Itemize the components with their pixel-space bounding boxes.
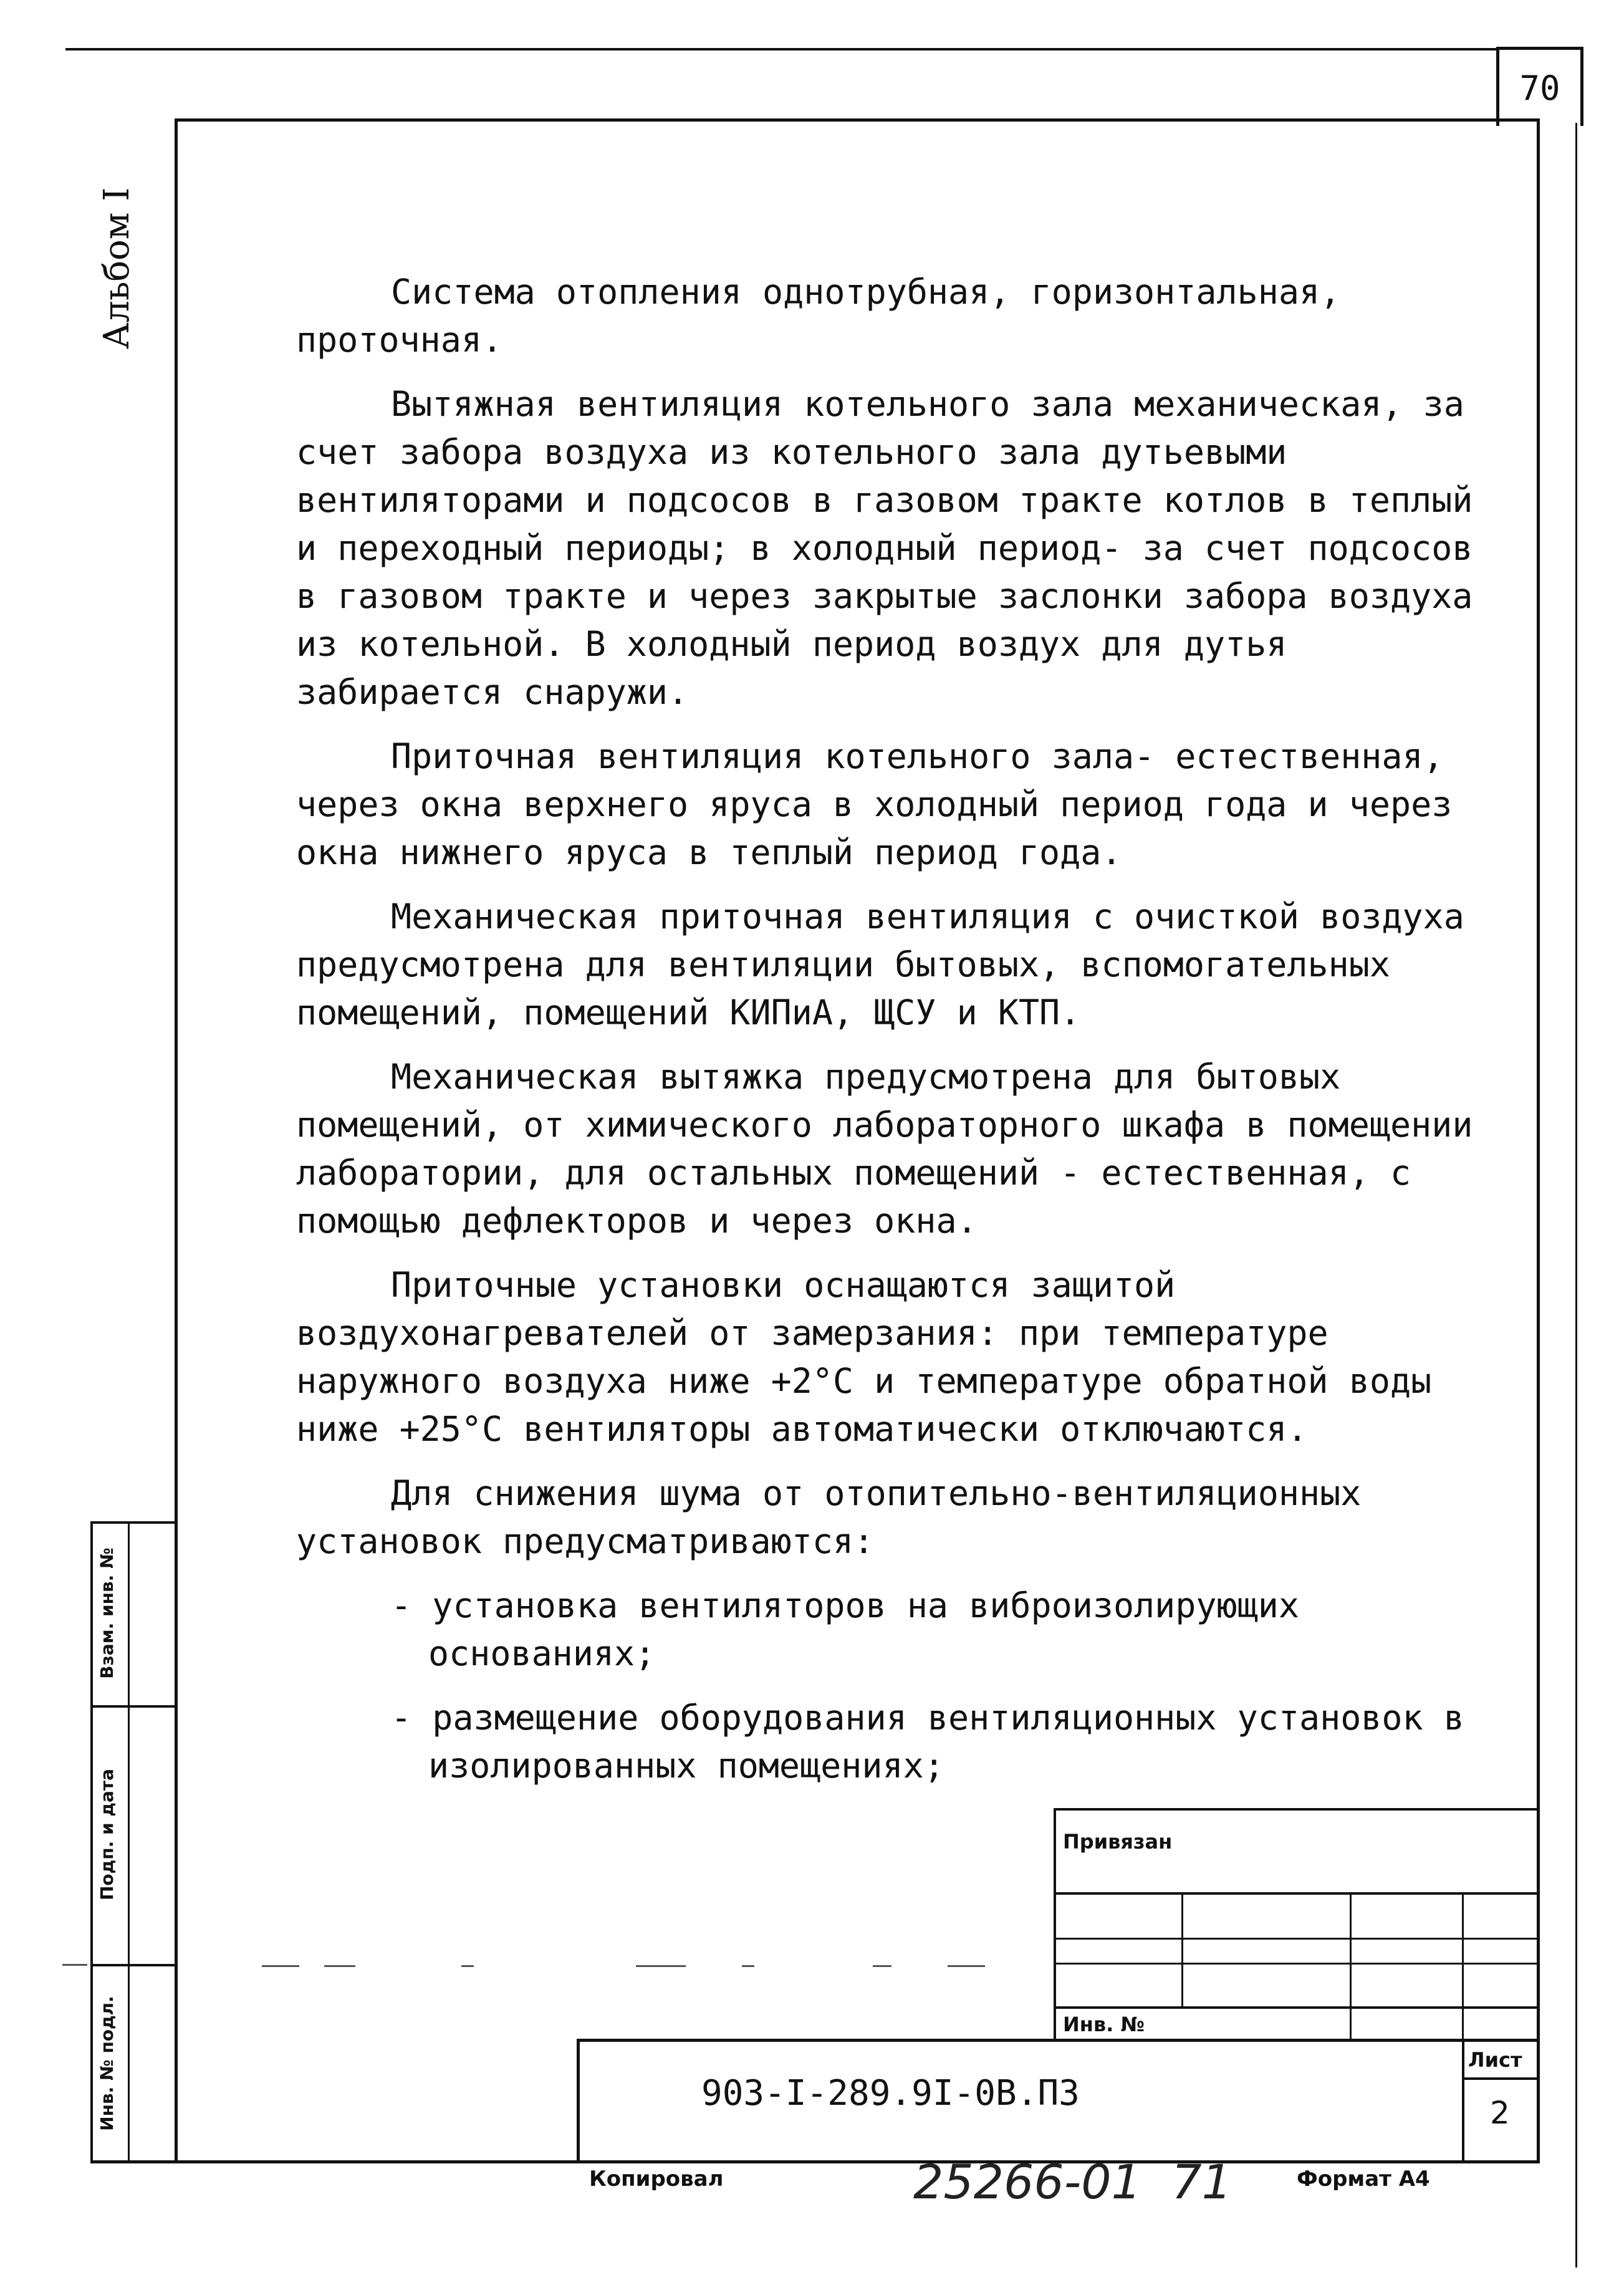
album-label: Альбом I <box>97 187 137 349</box>
stamp-grid-line <box>1054 2006 1539 2009</box>
bullet-item: - установка вентиляторов на виброизолирующих основаниях; <box>391 1585 1299 1673</box>
inv-podl-label: Инв. № подл. <box>97 1996 117 2131</box>
paragraph: Для снижения шума от отопительно-вентиляционных установок предусматриваются: <box>296 1473 1362 1561</box>
podp-data-label: Подп. и дата <box>97 1769 117 1901</box>
stamp-grid-line <box>1054 1808 1056 2039</box>
frame-top <box>175 118 1540 122</box>
paragraph: Вытяжная вентиляция котельного зала механическая, за счет забора воздуха из котельного зала дутьевыми вентиляторами и подсосов в газовом тракте котлов в теплый и переходный периоды; в холодный период- за счет подсосов в газовом тракте и через закрытые заслонки забора воздуха из котельной. В холодный период воздух для дутья забирается снаружи. <box>296 384 1473 712</box>
sheet-number: 2 <box>1490 2095 1510 2131</box>
paragraph: Приточная вентиляция котельного зала- естественная, через окна верхнего яруса в холодный период года и через окна нижнего яруса в теплый период года. <box>296 736 1453 872</box>
top-rule <box>65 48 1496 51</box>
kopiroval-label: Копировал <box>589 2167 724 2191</box>
handwritten-number: 25266-01 71 <box>913 2154 1232 2210</box>
document-code: 903-I-289.9I-0В.ПЗ <box>701 2073 1080 2114</box>
bullet-item: - размещение оборудования вентиляционных установок в изолированных помещениях; <box>391 1698 1464 1786</box>
outer-right-edge <box>1575 123 1577 2268</box>
side-stamp-divider <box>90 1964 178 1966</box>
side-stamp-left <box>90 1521 93 2163</box>
stamp-grid-line <box>1054 1808 1539 1811</box>
frame-left <box>175 118 178 2163</box>
fold-mark <box>62 1964 87 1966</box>
frame-right <box>1537 118 1540 2163</box>
main-block-left <box>577 2039 580 2163</box>
frame-bottom <box>90 2160 1540 2163</box>
fold-mark <box>324 1965 355 1967</box>
stamp-grid-line <box>1462 1892 1464 2039</box>
side-stamp-divider <box>90 1705 178 1708</box>
document-body <box>296 268 1481 1806</box>
side-stamp-top <box>90 1521 178 1524</box>
fold-mark <box>742 1965 754 1967</box>
fold-mark <box>873 1965 891 1967</box>
paragraph: Механическая вытяжка предусмотрена для бытовых помещений, от химического лабораторного шкафа в помещении лаборатории, для остальных помещений - естественная, с помощью дефлекторов и через окна. <box>296 1057 1473 1241</box>
sheet-label: Лист <box>1468 2048 1522 2072</box>
fold-mark <box>636 1965 686 1967</box>
stamp-grid-line <box>1054 1938 1539 1940</box>
format-label: Формат А4 <box>1297 2167 1430 2191</box>
paragraph: Приточные установки оснащаются защитой воздухонагревателей от замерзания: при температуре наружного воздуха ниже +2°С и температуре обратной воды ниже +25°С вентиляторы автоматически отключаются. <box>296 1265 1432 1449</box>
page-number: 70 <box>1496 47 1583 126</box>
sheet-cell-divider <box>1462 2077 1538 2080</box>
paragraph: Механическая приточная вентиляция с очисткой воздуха предусмотрена для вентиляции бытовых, вспомогательных помещений, помещений КИПиА, ЩСУ и КТП. <box>296 897 1464 1032</box>
privyazan-label: Привязан <box>1063 1830 1173 1854</box>
vzam-inv-label: Взам. инв. № <box>97 1547 117 1679</box>
stamp-grid-line <box>1350 1892 1352 2039</box>
fold-mark <box>461 1965 474 1967</box>
stamp-grid-line <box>1054 1963 1539 1965</box>
main-block-top <box>577 2039 1540 2042</box>
fold-mark <box>948 1965 985 1967</box>
stamp-grid-line <box>1181 1892 1183 2008</box>
paragraph: Система отопления однотрубная, горизонтальная, проточная. <box>296 272 1341 360</box>
inv-no-label: Инв. № <box>1063 2013 1145 2036</box>
sheet-cell-left <box>1462 2039 1464 2163</box>
fold-mark <box>262 1965 299 1967</box>
stamp-grid-line <box>1054 1892 1539 1895</box>
side-stamp-inner <box>128 1521 130 2163</box>
